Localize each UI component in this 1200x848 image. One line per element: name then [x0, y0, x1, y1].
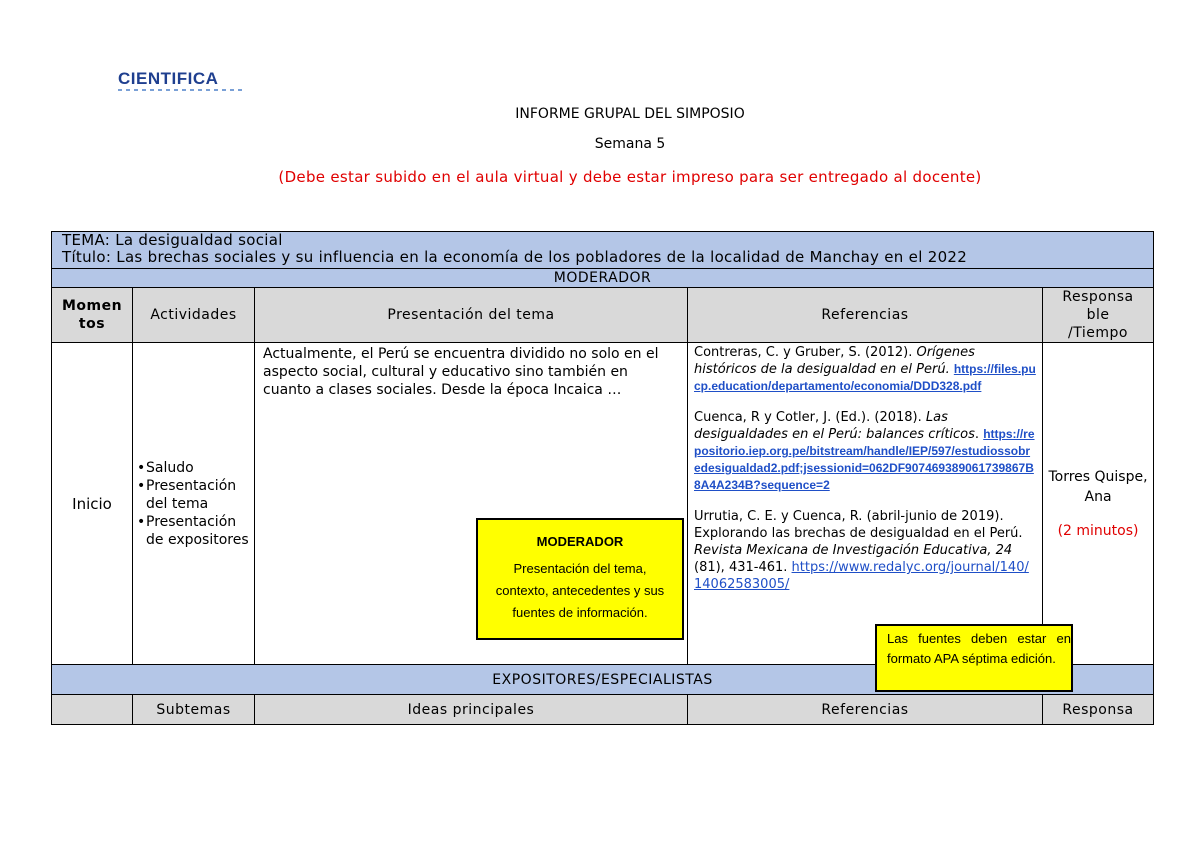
document-title: INFORME GRUPAL DEL SIMPOSIO: [515, 106, 745, 122]
title-text: Título: Las brechas sociales y su influencia en la economía de los pobladores de la localidad de Manchay en el 2022: [62, 248, 968, 266]
references-cell: [688, 343, 1043, 665]
time-allotted: (2 minutos): [1057, 522, 1139, 539]
reference-3: Urrutia, C. E. y Cuenca, R. (abril-junio de 2019). Explorando las brechas de desigualdad en el Perú. Revista Mexicana de Investigación Educativa, 24 (81), 431-461. https://www.redalyc.org/journal/140/14062583005/: [694, 509, 1029, 592]
topic-cell: [52, 232, 1154, 269]
reference-3-link[interactable]: https://www.redalyc.org/journal/140/14062583005/: [694, 560, 1029, 592]
moment-inicio: Inicio: [52, 343, 133, 665]
activity-item: • Saludo: [138, 459, 254, 477]
col-header-actividades: Actividades: [133, 288, 255, 343]
week-label: Semana 5: [594, 136, 666, 152]
logo-tagline-decoration: [118, 89, 242, 91]
reference-1: Contreras, C. y Gruber, S. (2012). Orígenes históricos de la desigualdad en el Perú. https://files.pucp.education/departamento/economia/DDD328.pdf: [694, 345, 1036, 393]
reference-1-link[interactable]: https://files.pucp.education/departamento/economia/DDD328.pdf: [694, 362, 1036, 393]
col-header-responsable: Responsa ble /Tiempo: [1043, 288, 1154, 343]
activity-item: • Presentación del tema: [138, 477, 254, 513]
moderator-note: [476, 518, 684, 640]
activities-cell: [133, 343, 255, 665]
col-header-subtemas: Subtemas: [133, 695, 255, 725]
apa-format-note: Las fuentes deben estar en formato APA séptima edición.: [875, 624, 1073, 692]
reference-2-link[interactable]: https://repositorio.iep.org.pe/bitstream/handle/IEP/597/estudiossobredesigualdad2.pdf;jsessionid=062DF907469389061739867B8A4A234B?sequence=2: [694, 427, 1035, 492]
logo-text: CIENTIFICA: [118, 69, 219, 88]
responsible-cell: [1043, 343, 1154, 665]
col-header-momentos: Momen tos: [52, 288, 133, 343]
submission-notice: (Debe estar subido en el aula virtual y debe estar impreso para ser entregado al docente): [278, 168, 982, 186]
topic-text: TEMA: La desigualdad social: [62, 231, 283, 249]
col-header-referencias: Referencias: [688, 288, 1043, 343]
activity-item: • Presentación de expositores: [138, 513, 254, 549]
moderator-note-title: MODERADOR: [536, 534, 624, 549]
col-header-presentacion: Presentación del tema: [255, 288, 688, 343]
moderator-note-body: Presentación del tema, contexto, antecedentes y sus fuentes de información.: [495, 561, 665, 620]
reference-2: Cuenca, R y Cotler, J. (Ed.). (2018). Las desigualdades en el Perú: balances críticos. https://repositorio.iep.org.pe/bitstream/handle/IEP/597/estudiossobredesigualdad2.pdf;jsessionid=062DF907469389061739867B8A4A234B?sequence=2: [694, 410, 1035, 492]
moderator-section-header: MODERADOR: [52, 269, 1154, 288]
responsible-name: Torres Quispe, Ana: [1048, 468, 1148, 505]
col-header-empty: [52, 695, 133, 725]
col-header-referencias-2: Referencias: [688, 695, 1043, 725]
col-header-ideas: Ideas principales: [255, 695, 688, 725]
activities-list: [133, 459, 254, 549]
presentation-text: Actualmente, el Perú se encuentra dividido no solo en el aspecto social, cultural y educativo sino también en cuanto a clases sociales. Desde la época Incaica …: [255, 343, 688, 665]
logo: [118, 70, 242, 91]
speakers-section-header: EXPOSITORES/ESPECIALISTAS: [52, 665, 1154, 695]
col-header-responsable-2: Responsa: [1043, 695, 1154, 725]
